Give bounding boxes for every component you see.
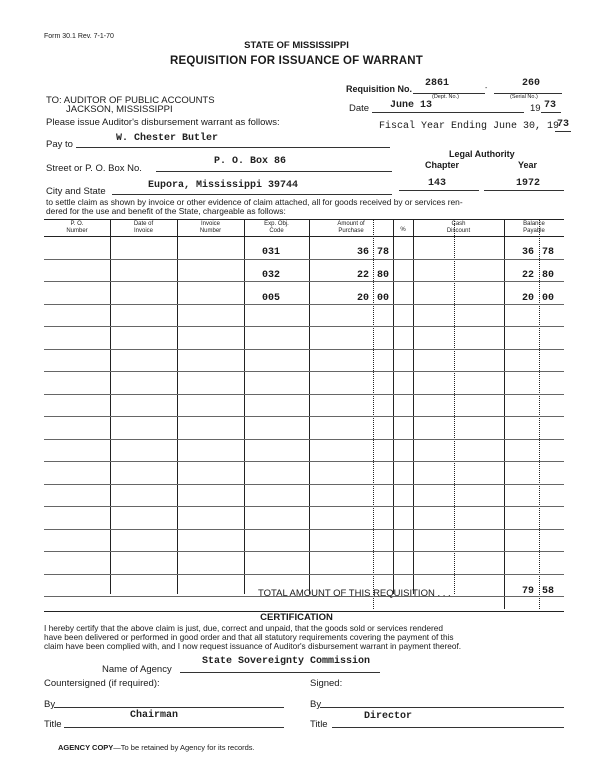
col-header-po [44, 221, 110, 235]
date-year-value: 73 [544, 100, 557, 111]
dept-no-caption: (Dept. No.) [432, 94, 459, 100]
row-1-amount-cents: 78 [377, 247, 390, 258]
col-divider [244, 219, 245, 594]
table-row-line [44, 529, 564, 530]
fiscal-label: Fiscal Year Ending June 30, 19 [379, 121, 560, 132]
row-2-code: 032 [262, 270, 281, 281]
col-header-amount [309, 221, 393, 235]
col-header-pct-text: % [400, 227, 406, 233]
row-3-code: 005 [262, 293, 281, 304]
row-3-amount-dollars: 20 [357, 293, 370, 304]
row-3-balance-cents: 00 [542, 293, 555, 304]
form-id: Form 30.1 Rev. 7-1-70 [44, 33, 114, 40]
year-value: 1972 [516, 178, 541, 189]
certification-line1: I hereby certify that the above claim is just, due, correct and unpaid, that the goods sold or services rendered [44, 623, 443, 633]
title-label-left: Title [44, 719, 62, 730]
year-line [484, 190, 564, 191]
col-header-po-text: P. O. Number [66, 221, 88, 234]
fiscal-year-value: 73 [557, 119, 570, 130]
date-year-prefix: 19 [530, 103, 541, 114]
col-header-date-text: Date of Invoice [133, 221, 154, 234]
table-row-line [44, 304, 564, 305]
col-divider [177, 219, 178, 594]
chapter-label: Chapter [425, 160, 460, 170]
row-1-code: 031 [262, 247, 281, 258]
row-2-amount-cents: 80 [377, 270, 390, 281]
row-1-balance-cents: 78 [542, 247, 555, 258]
table-row-line [44, 349, 564, 350]
legal-authority-label: Legal Authority [449, 149, 515, 159]
street-label: Street or P. O. Box No. [46, 163, 142, 174]
footer-note [58, 743, 255, 752]
row-3-balance-dollars: 20 [522, 293, 535, 304]
dept-no-value: 2861 [425, 78, 450, 89]
col-header-pct [393, 227, 413, 234]
state-heading: STATE OF MISSISSIPPI [244, 40, 349, 51]
table-row-line [44, 259, 564, 260]
table-header-border [44, 236, 564, 237]
street-value: P. O. Box 86 [214, 156, 287, 167]
table-row-line [44, 416, 564, 417]
pay-to-line [76, 147, 390, 148]
pay-to-value: W. Chester Butler [116, 133, 219, 144]
by-label-right: By [310, 699, 322, 710]
chapter-line [399, 190, 479, 191]
agency-value: State Sovereignty Commission [202, 656, 371, 667]
serial-no-value: 260 [522, 78, 541, 89]
table-row-line [44, 574, 564, 575]
col-header-invoice [177, 221, 244, 235]
certification-line2: have been delivered or performed in good order and that all statutory requirements covering the payment of this [44, 632, 454, 642]
fiscal-year-line [555, 131, 571, 132]
table-row-line [44, 484, 564, 485]
by-line-left [54, 707, 284, 708]
date-line [372, 112, 524, 113]
certification-heading: CERTIFICATION [260, 612, 333, 623]
title-line-left [64, 727, 284, 728]
agency-line [180, 672, 380, 673]
instruction-text: Please issue Auditor's disbursement warrant as follows: [46, 117, 280, 128]
col-header-invoice-text: Invoice Number [199, 221, 222, 234]
agency-copy-note: —To be retained by Agency for its records. [113, 743, 255, 752]
by-line-right [320, 707, 564, 708]
total-cents: 58 [542, 586, 555, 597]
col-divider [110, 219, 111, 594]
row-1-balance-dollars: 36 [522, 247, 535, 258]
title-value-right: Director [364, 711, 413, 722]
title-value-left: Chairman [130, 710, 179, 721]
table-row-line [44, 439, 564, 440]
chapter-value: 143 [428, 178, 447, 189]
col-header-exp [244, 221, 309, 235]
city-value: Eupora, Mississippi 39744 [148, 180, 299, 191]
addressee-line1: TO: AUDITOR OF PUBLIC ACCOUNTS [46, 95, 215, 106]
page-title: REQUISITION FOR ISSUANCE OF WARRANT [170, 55, 423, 67]
col-header-balance-text: Balance Payable [523, 221, 545, 234]
dash: - [485, 85, 488, 92]
col-divider [413, 219, 414, 594]
addressee-line2: JACKSON, MISSISSIPPI [66, 104, 173, 115]
city-label: City and State [46, 186, 106, 197]
charges-table [44, 219, 564, 609]
col-header-balance [504, 221, 564, 235]
table-row-line [44, 281, 564, 282]
col-header-amount-text: Amount of Purchase [337, 221, 365, 234]
table-top-border [44, 219, 564, 220]
requisition-label: Requisition No. [346, 84, 412, 94]
col-divider [454, 219, 455, 594]
total-dollars: 79 [522, 586, 535, 597]
row-3-amount-cents: 00 [377, 293, 390, 304]
table-row-line [44, 394, 564, 395]
table-row-line [44, 551, 564, 552]
row-2-balance-cents: 80 [542, 270, 555, 281]
agency-label: Name of Agency [102, 664, 172, 675]
row-2-balance-dollars: 22 [522, 270, 535, 281]
serial-no-caption: (Serial No.) [510, 94, 538, 100]
street-line [156, 171, 392, 172]
signed-label: Signed: [310, 678, 343, 689]
col-header-exp-text: Exp. Obj. Code [264, 221, 289, 234]
col-header-cash-text: Cash Discount [446, 221, 471, 234]
settle-text-1: to settle claim as shown by invoice or other evidence of claim attached, all for goods received by or services ren- [46, 197, 463, 207]
row-1-amount-dollars: 36 [357, 247, 370, 258]
certification-line3: claim have been complied with, and I now request issuance of Auditor's disbursement warrant in payment thereof. [44, 641, 462, 651]
table-row-line [44, 371, 564, 372]
title-label-right: Title [310, 719, 328, 730]
row-2-amount-dollars: 22 [357, 270, 370, 281]
countersigned-label: Countersigned (if required): [44, 678, 160, 689]
pay-to-label: Pay to [46, 139, 73, 150]
table-row-line [44, 461, 564, 462]
date-year-line [541, 112, 561, 113]
year-label: Year [518, 160, 538, 170]
col-divider [309, 219, 310, 594]
date-label: Date [349, 103, 370, 114]
agency-copy-label: AGENCY COPY [58, 743, 114, 752]
col-header-date [110, 221, 177, 235]
city-line [112, 194, 392, 195]
by-label-left: By [44, 699, 56, 710]
settle-text-2: dered for the use and benefit of the State, chargeable as follows: [46, 206, 286, 216]
table-row-line [44, 506, 564, 507]
title-line-right [332, 727, 564, 728]
col-header-cash [413, 221, 504, 235]
table-row-line [44, 326, 564, 327]
date-value: June 13 [390, 100, 433, 111]
col-divider [393, 219, 394, 594]
total-label: TOTAL AMOUNT OF THIS REQUISITION . . . [258, 588, 451, 599]
